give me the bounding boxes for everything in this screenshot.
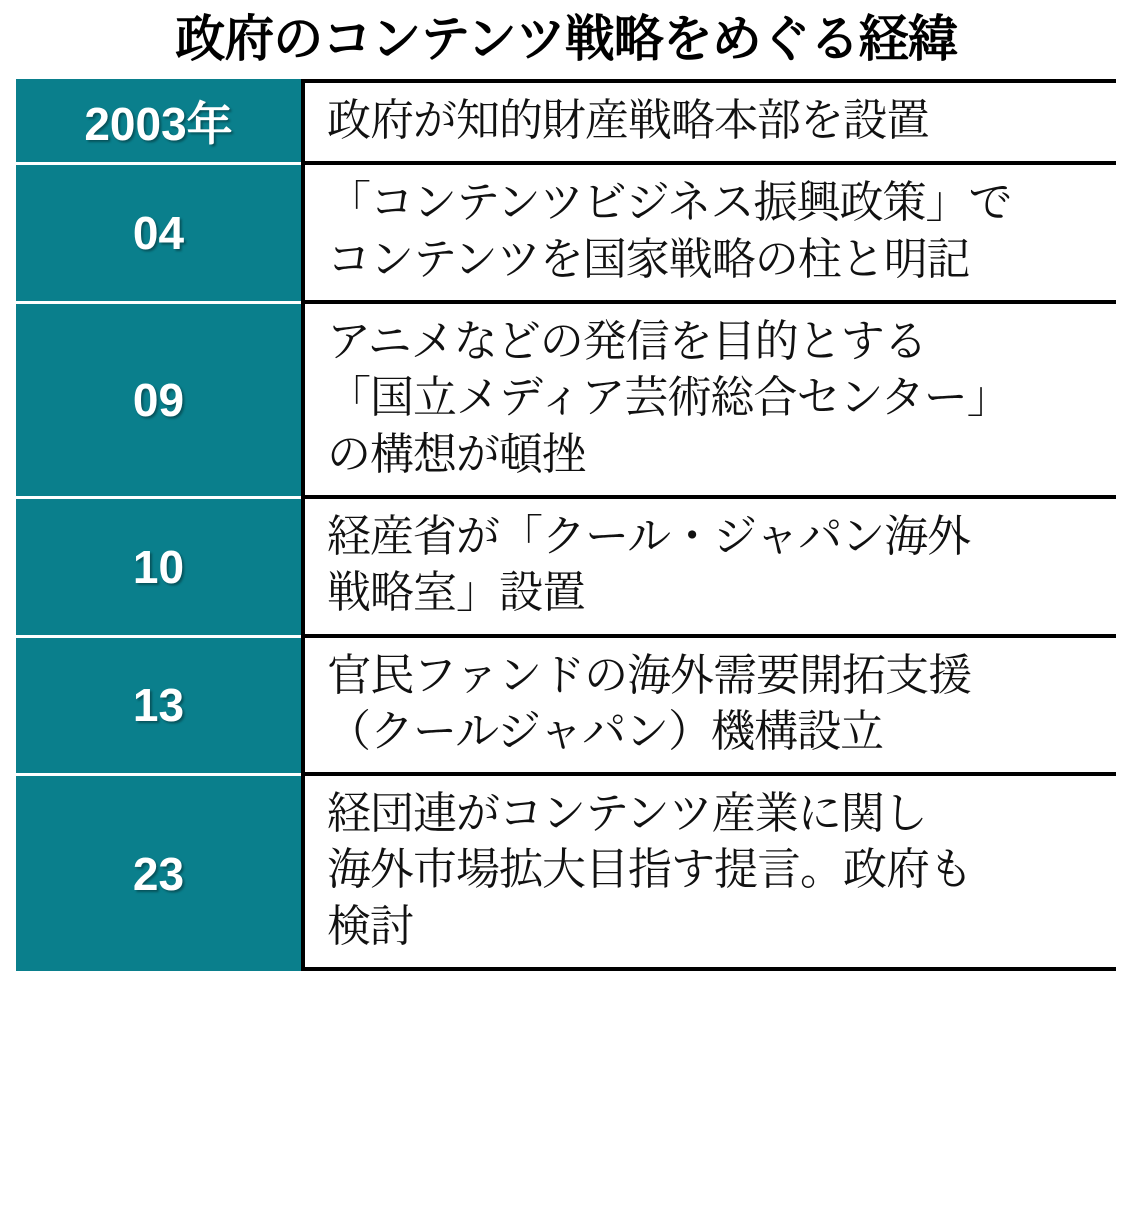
description-text: 政府が知的財産戦略本部を設置 [327, 96, 929, 145]
year-label: 23 [16, 776, 301, 971]
page-title: 政府のコンテンツ戦略をめぐる経緯 [175, 11, 957, 67]
table-row [16, 304, 1116, 499]
description-cell [301, 79, 1116, 165]
timeline-table [16, 79, 1116, 971]
description-cell [301, 638, 1116, 777]
year-label: 09 [16, 304, 301, 499]
table-row [16, 499, 1116, 638]
year-label: 13 [16, 638, 301, 777]
description-cell [301, 499, 1116, 638]
year-label: 10 [16, 499, 301, 638]
year-label: 2003年 [16, 79, 301, 165]
description-text: 経団連がコンテンツ産業に関し 海外市場拡大目指す提言。政府も 検討 [327, 789, 972, 951]
description-cell [301, 165, 1116, 304]
description-cell [301, 304, 1116, 499]
description-text: 経産省が「クール・ジャパン海外 戦略室」設置 [327, 511, 971, 618]
description-text: 官民ファンドの海外需要開拓支援 （クールジャパン）機構設立 [327, 650, 972, 756]
table-row [16, 776, 1116, 971]
table-row [16, 165, 1116, 304]
table-row [16, 79, 1116, 165]
description-text: アニメなどの発信を目的とする 「国立メディア芸術総合センター」 の構想が頓挫 [327, 316, 1010, 479]
table-row [16, 638, 1116, 777]
description-cell [301, 776, 1116, 971]
year-label: 04 [16, 165, 301, 304]
description-text: 「コンテンツビジネス振興政策」で コンテンツを国家戦略の柱と明記 [327, 178, 1012, 284]
